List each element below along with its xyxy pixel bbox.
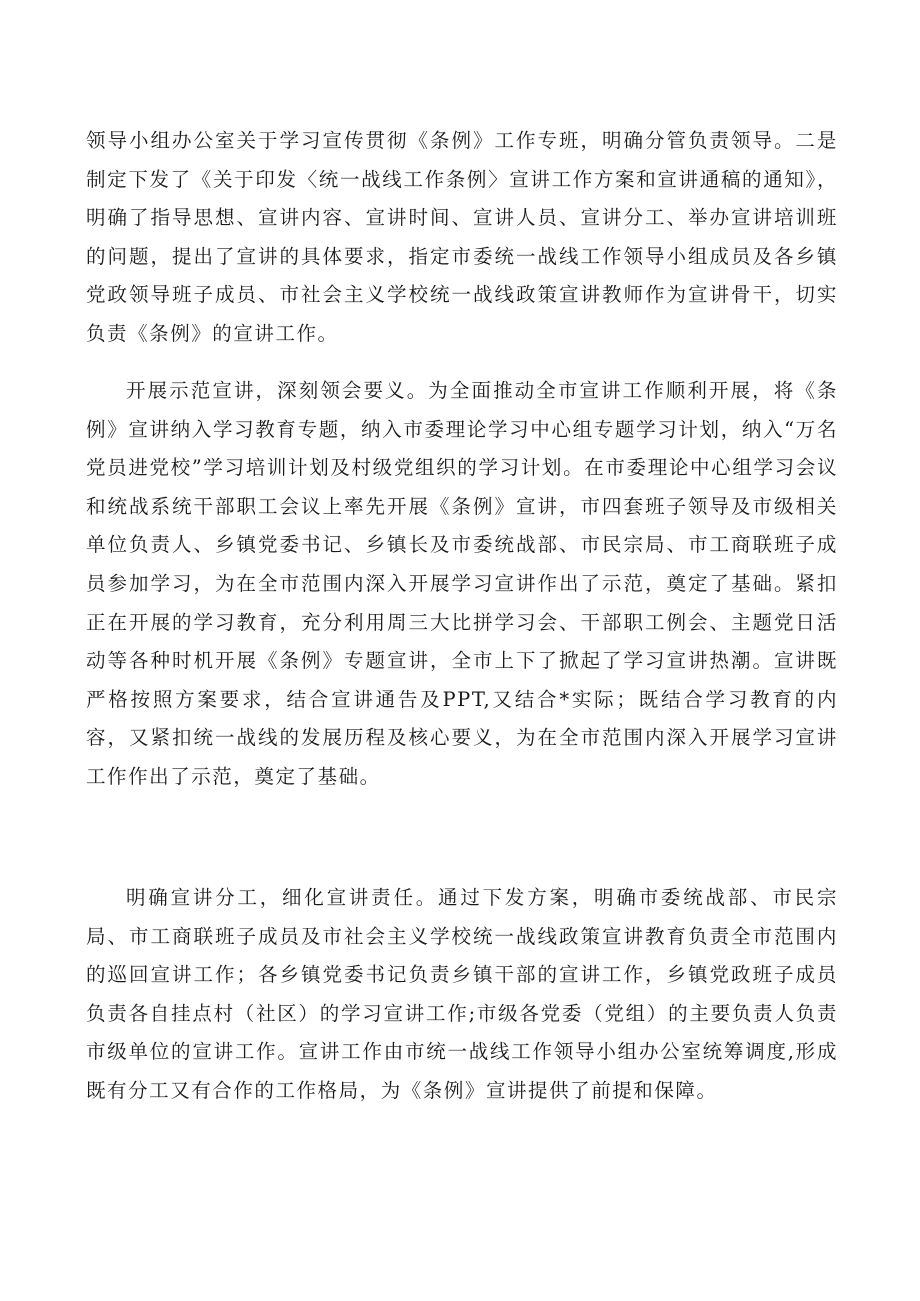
paragraph-1-text: 领导小组办公室关于学习宣传贯彻《条例》工作专班，明确分管负责领导。二是制定下发了《关于印发〈统一战线工作条例〉宣讲工作方案和宣讲通稿的通知》，明确了指导思想、宣讲内容、宣讲时间、宣讲人员、宣讲分工、举办宣讲培训班的问题，提出了宣讲的具体要求，指定市委统一战线工作领导小组成员及各乡镇党政领导班子成员、市社会主义学校统一战线政策宣讲教师作为宣讲骨干，切实负责《条例》的宣讲工作。 [86, 129, 838, 345]
paragraph-division-of-work [86, 879, 838, 1111]
paragraph-3-text: 明确宣讲分工，细化宣讲责任。通过下发方案，明确市委统战部、市民宗局、市工商联班子成员及市社会主义学校统一战线政策宣讲教育负责全市范围内的巡回宣讲工作；各乡镇党委书记负责乡镇干部的宣讲工作，乡镇党政班子成员负责各自挂点村（社区）的学习宣讲工作;市级各党委（党组）的主要负责人负责市级单位的宣讲工作。宣讲工作由市统一战线工作领导小组办公室统筹调度,形成既有分工又有合作的工作格局，为《条例》宣讲提供了前提和保障。 [86, 886, 838, 1102]
paragraph-2-text: 开展示范宣讲，深刻领会要义。为全面推动全市宣讲工作顺利开展，将《条例》宣讲纳入学习教育专题，纳入市委理论学习中心组专题学习计划，纳入“万名党员进党校”学习培训计划及村级党组织的学习计划。在市委理论中心组学习会议和统战系统干部职工会议上率先开展《条例》宣讲，市四套班子领导及市级相关单位负责人、乡镇党委书记、乡镇长及市委统战部、市民宗局、市工商联班子成员参加学习，为在全市范围内深入开展学习宣讲作出了示范，奠定了基础。紧扣正在开展的学习教育，充分利用周三大比拼学习会、干部职工例会、主题党日活动等各种时机开展《条例》专题宣讲，全市上下了掀起了学习宣讲热潮。宣讲既严格按照方案要求，结合宣讲通告及PPT,又结合*实际；既结合学习教育的内容，又紧扣统一战线的发展历程及核心要义，为在全市范围内深入开展学习宣讲工作作出了示范，奠定了基础。 [86, 379, 838, 788]
paragraph-continuation [86, 122, 838, 354]
paragraph-demonstration [86, 372, 838, 797]
